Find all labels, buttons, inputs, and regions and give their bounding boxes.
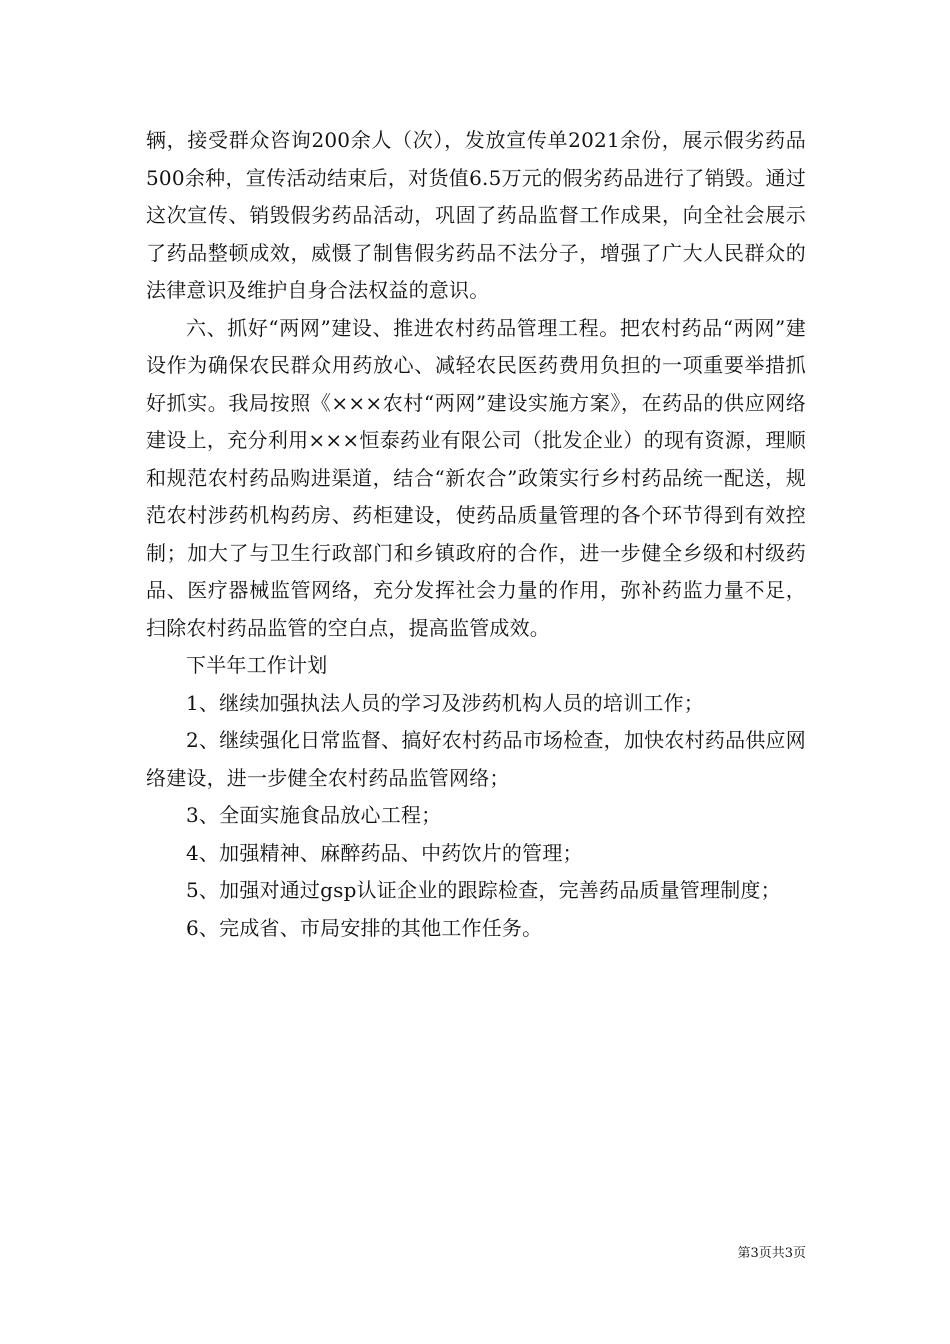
plan-item-4: 4、加强精神、麻醉药品、中药饮片的管理； <box>186 840 583 865</box>
plan-item-6: 6、完成省、市局安排的其他工作任务。 <box>186 915 543 940</box>
paragraph-section-six: 六、抓好“两网”建设、推进农村药品管理工程。把农村药品“两网”建设作为确保农民群众用药放心、减轻农民医药费用负担的一项重要举措抓好抓实。我局按照《×××农村“两网”建设实施方案》，在药品的供应网络建设上，充分利用×××恒泰药业有限公司（批发企业）的现有资源，理顺和规范农村药品购进渠道，结合“新农合”政策实行乡村药品统一配送，规范农村涉药机构药房、药柜建设，使药品质量管理的各个环节得到有效控制；加大了与卫生行政部门和乡镇政府的合作，进一步健全乡级和村级药品、医疗器械监管网络，充分发挥社会力量的作用，弥补药监力量不足，扫除农村药品监管的空白点，提高监管成效。 <box>146 315 806 640</box>
plan-item-1: 1、继续加强执法人员的学习及涉药机构人员的培训工作； <box>186 690 704 715</box>
plan-item-3: 3、全面实施食品放心工程； <box>186 803 442 827</box>
page-number-footer: 第3页共3页 <box>737 1246 806 1261</box>
plan-item-2: 2、继续强化日常监督、搞好农村药品市场检查，加快农村药品供应网络建设，进一步健全农村药品监管网络； <box>146 728 806 790</box>
plan-heading: 下半年工作计划 <box>186 653 328 677</box>
paragraph-continuation: 辆，接受群众咨询200余人（次），发放宣传单2021余份，展示假劣药品500余种，宣传活动结束后，对货值6.5万元的假劣药品进行了销毁。通过这次宣传、销毁假劣药品活动，巩固了药品监督工作成果，向全社会展示了药品整顿成效，威慑了制售假劣药品不法分子，增强了广大人民群众的法律意识及维护自身合法权益的意识。 <box>146 128 806 302</box>
plan-item-5: 5、加强对通过gsp认证企业的跟踪检查，完善药品质量管理制度； <box>186 878 781 902</box>
document-body <box>146 122 806 947</box>
